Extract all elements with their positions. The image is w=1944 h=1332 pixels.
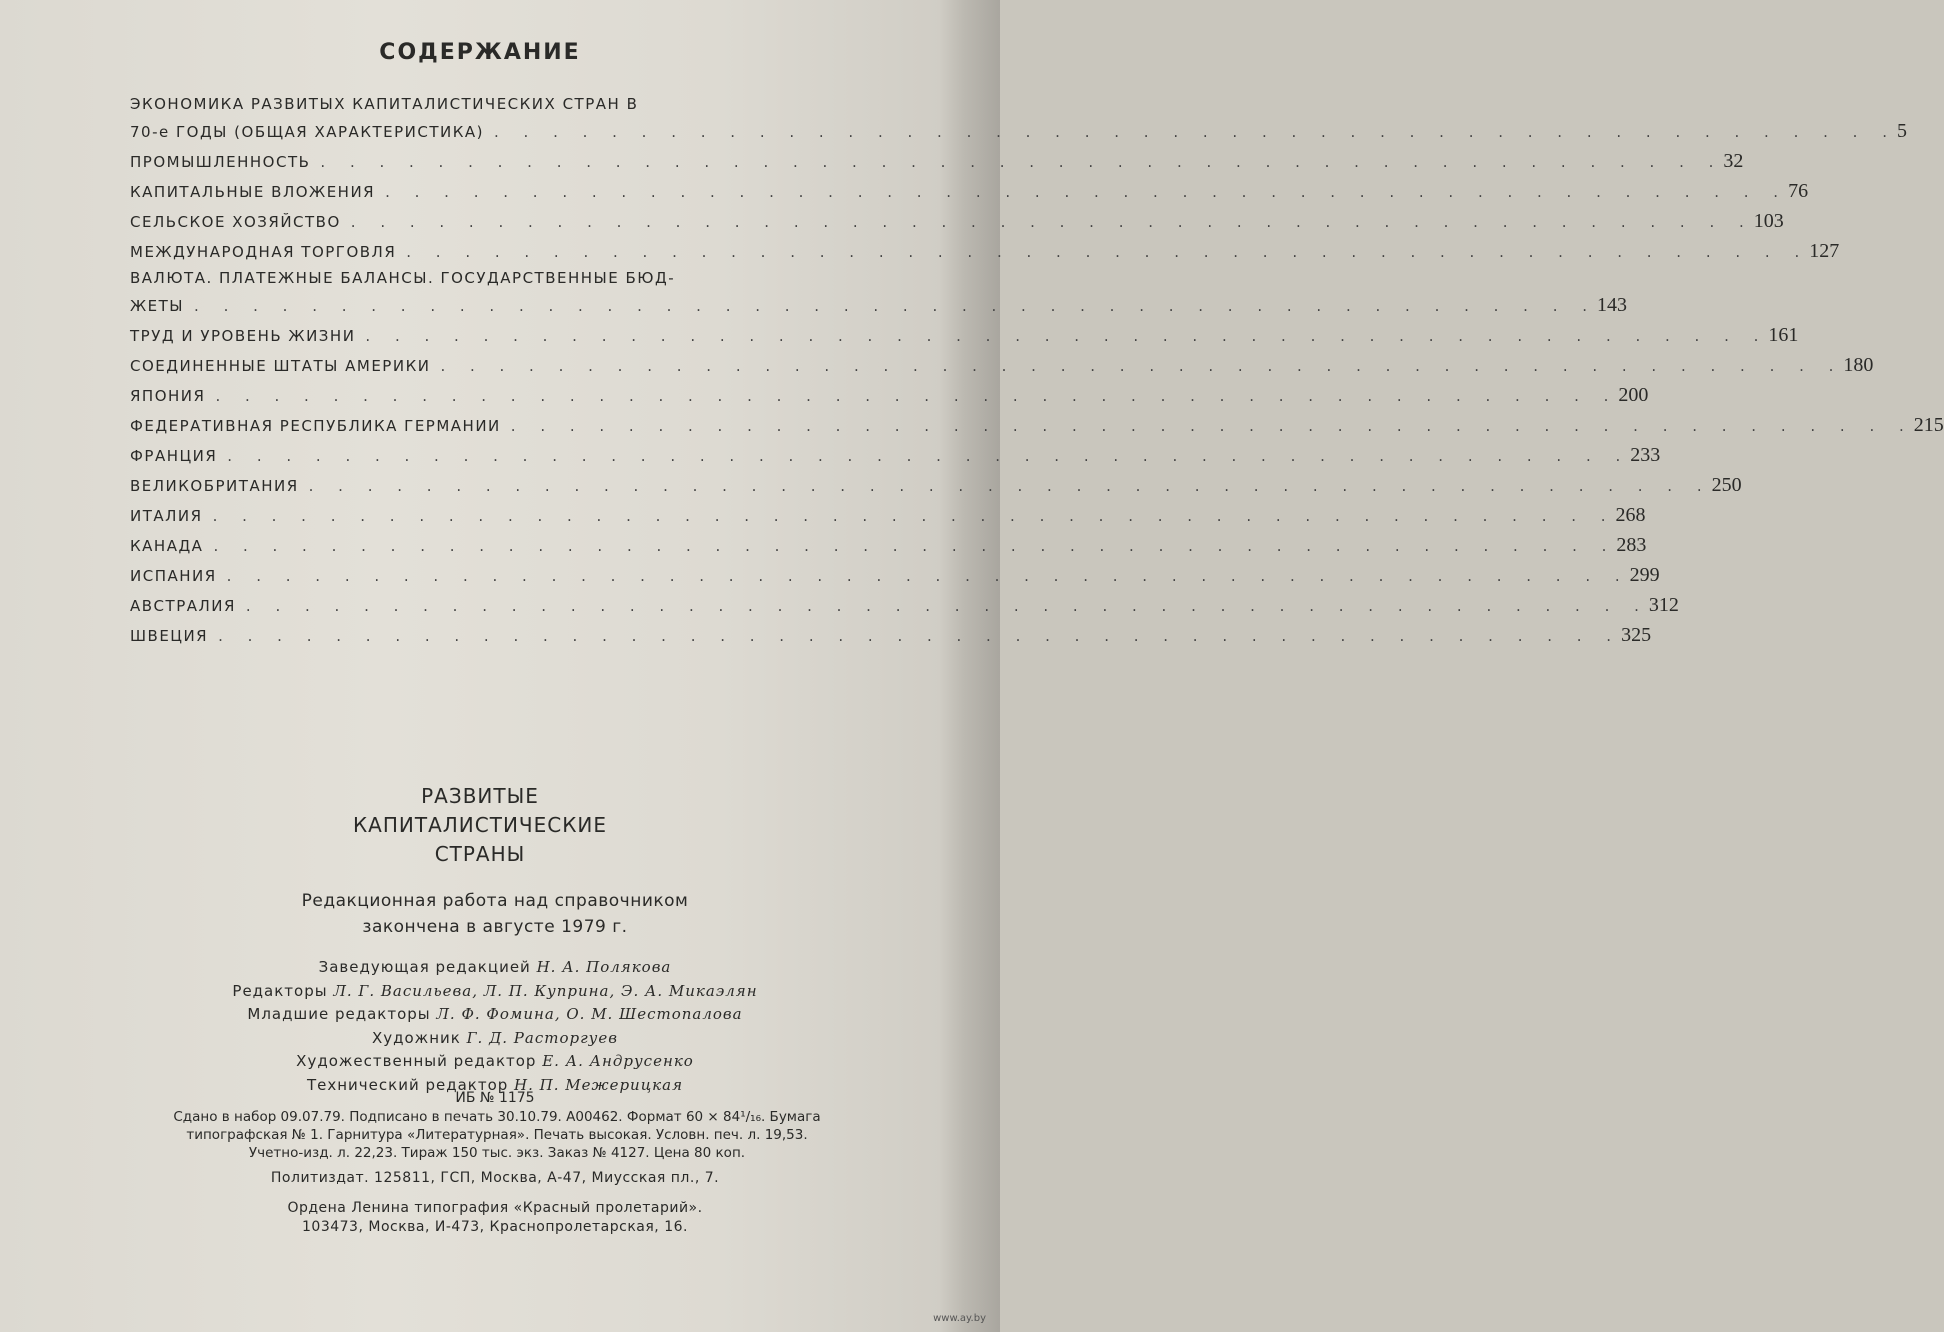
toc-entry-label: ИТАЛИЯ bbox=[130, 507, 203, 525]
credit-role: Технический редактор bbox=[306, 1075, 509, 1094]
toc-entry bbox=[130, 560, 1660, 590]
toc-entry bbox=[130, 410, 1944, 440]
toc-entry-label: ИСПАНИЯ bbox=[130, 567, 217, 585]
book-title-line: СТРАНЫ bbox=[434, 842, 526, 866]
credit-role: Младшие редакторы bbox=[247, 1005, 431, 1023]
imprint-line: типографская № 1. Гарнитура «Литературная». Печать высокая. Условн. печ. л. 19,53. bbox=[186, 1127, 808, 1143]
toc-page-number: 180 bbox=[1843, 354, 1874, 376]
toc-entry-label: ПРОМЫШЛЕННОСТЬ bbox=[130, 153, 311, 171]
credit-line bbox=[0, 1050, 990, 1074]
imprint-line: Учетно-изд. л. 22,23. Тираж 150 тыс. экз. Заказ № 4127. Цена 80 коп. bbox=[248, 1145, 746, 1161]
toc-entry-label: 70-е ГОДЫ (ОБЩАЯ ХАРАКТЕРИСТИКА) bbox=[130, 123, 484, 141]
watermark: www.ay.by bbox=[933, 1313, 986, 1324]
toc-page-number: 215 bbox=[1913, 414, 1944, 436]
book-title-line: КАПИТАЛИСТИЧЕСКИЕ bbox=[352, 813, 608, 837]
credit-names: Л. Г. Васильева, Л. П. Куприна, Э. А. Микаэлян bbox=[333, 981, 758, 1000]
toc-page-number: 312 bbox=[1648, 594, 1679, 616]
toc-page-number: 325 bbox=[1621, 624, 1652, 646]
credit-role: Художественный редактор bbox=[296, 1052, 537, 1070]
credit-names: Г. Д. Расторгуев bbox=[466, 1028, 618, 1047]
editorial-note-line: закончена в августе 1979 г. bbox=[362, 917, 628, 937]
book-title-line: РАЗВИТЫЕ bbox=[421, 784, 539, 808]
toc-entry bbox=[130, 236, 1840, 266]
credit-line bbox=[0, 1027, 990, 1051]
toc-entry bbox=[130, 266, 1628, 320]
toc-leader: . . . . . . . . . . . . . . . . . . . . . . . . . . . . . . . . . . . . . . . . . . . . . . . . bbox=[350, 213, 1754, 231]
ib-number: ИБ № 1175 bbox=[455, 1090, 535, 1106]
editorial-note bbox=[0, 888, 990, 940]
toc-entry-label: СЕЛЬСКОЕ ХОЗЯЙСТВО bbox=[130, 213, 341, 231]
book-title bbox=[0, 782, 960, 869]
toc-page-number: 299 bbox=[1629, 564, 1660, 586]
toc-leader: . . . . . . . . . . . . . . . . . . . . . . . . . . . . . . . . . . . . . . . . . . . . . . . . bbox=[212, 507, 1616, 525]
toc-entry bbox=[130, 500, 1646, 530]
toc-leader: . . . . . . . . . . . . . . . . . . . . . . . . . . . . . . . . . . . . . . . . . . . . . . . . bbox=[194, 297, 1598, 315]
toc-entry-label: ВЕЛИКОБРИТАНИЯ bbox=[130, 477, 299, 495]
toc-leader: . . . . . . . . . . . . . . . . . . . . . . . . . . . . . . . . . . . . . . . . . . . . . . . . bbox=[226, 567, 1630, 585]
toc-entry bbox=[130, 470, 1742, 500]
credit-names: Л. Ф. Фомина, О. М. Шестопалова bbox=[436, 1005, 743, 1023]
credit-line bbox=[0, 1003, 990, 1027]
toc-entry-label: ЯПОНИЯ bbox=[130, 387, 206, 405]
toc-page-number: 268 bbox=[1615, 504, 1646, 526]
toc-entry bbox=[130, 320, 1799, 350]
toc-entry bbox=[130, 380, 1649, 410]
toc-page-number: 127 bbox=[1809, 240, 1840, 262]
printer bbox=[0, 1199, 990, 1237]
toc-entry-label: ШВЕЦИЯ bbox=[130, 627, 209, 645]
toc-entry bbox=[130, 350, 1874, 380]
toc-entry-label: ФЕДЕРАТИВНАЯ РЕСПУБЛИКА ГЕРМАНИИ bbox=[130, 417, 501, 435]
credit-role: Редакторы bbox=[232, 981, 328, 1000]
toc-page-number: 143 bbox=[1597, 294, 1628, 316]
imprint-line: Сдано в набор 09.07.79. Подписано в печать 30.10.79. А00462. Формат 60 × 84¹/₁₆. Бумага bbox=[173, 1109, 821, 1125]
toc-page-number: 200 bbox=[1618, 384, 1649, 406]
toc-leader: . . . . . . . . . . . . . . . . . . . . . . . . . . . . . . . . . . . . . . . . . . . . . . . . bbox=[245, 597, 1649, 615]
toc-entry-label: АВСТРАЛИЯ bbox=[130, 597, 236, 615]
credit-line bbox=[0, 956, 990, 980]
toc-entry bbox=[130, 440, 1661, 470]
toc-entry bbox=[130, 176, 1809, 206]
toc-leader: . . . . . . . . . . . . . . . . . . . . . . . . . . . . . . . . . . . . . . . . . . . . . . . . bbox=[320, 153, 1724, 171]
credit-role: Художник bbox=[371, 1028, 461, 1047]
toc-entry bbox=[130, 206, 1784, 236]
toc-page-number: 32 bbox=[1723, 150, 1744, 172]
toc-entry-label: МЕЖДУНАРОДНАЯ ТОРГОВЛЯ bbox=[130, 243, 397, 261]
credit-role: Заведующая редакцией bbox=[318, 958, 531, 976]
toc-leader: . . . . . . . . . . . . . . . . . . . . . . . . . . . . . . . . . . . . . . . . . . . . . . . . bbox=[227, 447, 1631, 465]
credit-names: Н. П. Межерицкая bbox=[514, 1075, 684, 1094]
toc-entry bbox=[130, 146, 1744, 176]
toc-leader: . . . . . . . . . . . . . . . . . . . . . . . . . . . . . . . . . . . . . . . . . . . . . . . . bbox=[406, 243, 1810, 261]
imprint bbox=[76, 1108, 918, 1162]
toc-entry-label: ЖЕТЫ bbox=[130, 297, 185, 315]
credits bbox=[0, 956, 990, 1097]
credit-names: Н. А. Полякова bbox=[536, 958, 672, 976]
toc-entry-label: КАНАДА bbox=[130, 537, 204, 555]
credit-names: Е. А. Андрусенко bbox=[542, 1052, 694, 1070]
credit-line bbox=[0, 980, 990, 1004]
toc-entry bbox=[130, 590, 1679, 620]
editorial-note-line: Редакционная работа над справочником bbox=[301, 891, 689, 911]
toc-page-number: 161 bbox=[1768, 324, 1799, 346]
toc-leader: . . . . . . . . . . . . . . . . . . . . . . . . . . . . . . . . . . . . . . . . . . . . . . . . bbox=[385, 183, 1789, 201]
toc-entry-label: ТРУД И УРОВЕНЬ ЖИЗНИ bbox=[130, 327, 356, 345]
toc-entry-label: ВАЛЮТА. ПЛАТЕЖНЫЕ БАЛАНСЫ. ГОСУДАРСТВЕННЫЕ БЮД- bbox=[130, 269, 676, 287]
toc-page-number: 5 bbox=[1896, 120, 1907, 142]
toc-page-number: 233 bbox=[1630, 444, 1661, 466]
toc-entry-label: ЭКОНОМИКА РАЗВИТЫХ КАПИТАЛИСТИЧЕСКИХ СТРАН В bbox=[130, 95, 639, 113]
toc-entry-label: ФРАНЦИЯ bbox=[130, 447, 218, 465]
printer-line: Ордена Ленина типография «Красный пролетарий». bbox=[287, 1200, 703, 1216]
toc-page-number: 76 bbox=[1788, 180, 1809, 202]
toc-entry-label: КАПИТАЛЬНЫЕ ВЛОЖЕНИЯ bbox=[130, 183, 376, 201]
toc-page-number: 250 bbox=[1711, 474, 1742, 496]
toc-page-number: 103 bbox=[1753, 210, 1784, 232]
publisher-line: Политиздат. 125811, ГСП, Москва, А-47, Миусская пл., 7. bbox=[270, 1170, 720, 1186]
toc-leader: . . . . . . . . . . . . . . . . . . . . . . . . . . . . . . . . . . . . . . . . . . . . . . . . bbox=[213, 537, 1617, 555]
toc-leader: . . . . . . . . . . . . . . . . . . . . . . . . . . . . . . . . . . . . . . . . . . . . . . . . bbox=[365, 327, 1769, 345]
printer-line: 103473, Москва, И-473, Краснопролетарская, 16. bbox=[302, 1219, 688, 1235]
table-of-contents bbox=[130, 92, 1944, 650]
toc-leader: . . . . . . . . . . . . . . . . . . . . . . . . . . . . . . . . . . . . . . . . . . . . . . . . bbox=[218, 627, 1622, 645]
toc-entry-label: СОЕДИНЕННЫЕ ШТАТЫ АМЕРИКИ bbox=[130, 357, 431, 375]
toc-leader: . . . . . . . . . . . . . . . . . . . . . . . . . . . . . . . . . . . . . . . . . . . . . . . . bbox=[440, 357, 1844, 375]
toc-leader: . . . . . . . . . . . . . . . . . . . . . . . . . . . . . . . . . . . . . . . . . . . . . . . . bbox=[494, 123, 1897, 141]
toc-entry bbox=[130, 530, 1647, 560]
toc-entry bbox=[130, 92, 1907, 146]
toc-leader: . . . . . . . . . . . . . . . . . . . . . . . . . . . . . . . . . . . . . . . . . . . . . . . . bbox=[510, 417, 1914, 435]
toc-leader: . . . . . . . . . . . . . . . . . . . . . . . . . . . . . . . . . . . . . . . . . . . . . . . . bbox=[308, 477, 1712, 495]
toc-leader: . . . . . . . . . . . . . . . . . . . . . . . . . . . . . . . . . . . . . . . . . . . . . . . . bbox=[215, 387, 1619, 405]
toc-page-number: 283 bbox=[1616, 534, 1647, 556]
toc-title: СОДЕРЖАНИЕ bbox=[379, 40, 581, 65]
toc-entry bbox=[130, 620, 1652, 650]
